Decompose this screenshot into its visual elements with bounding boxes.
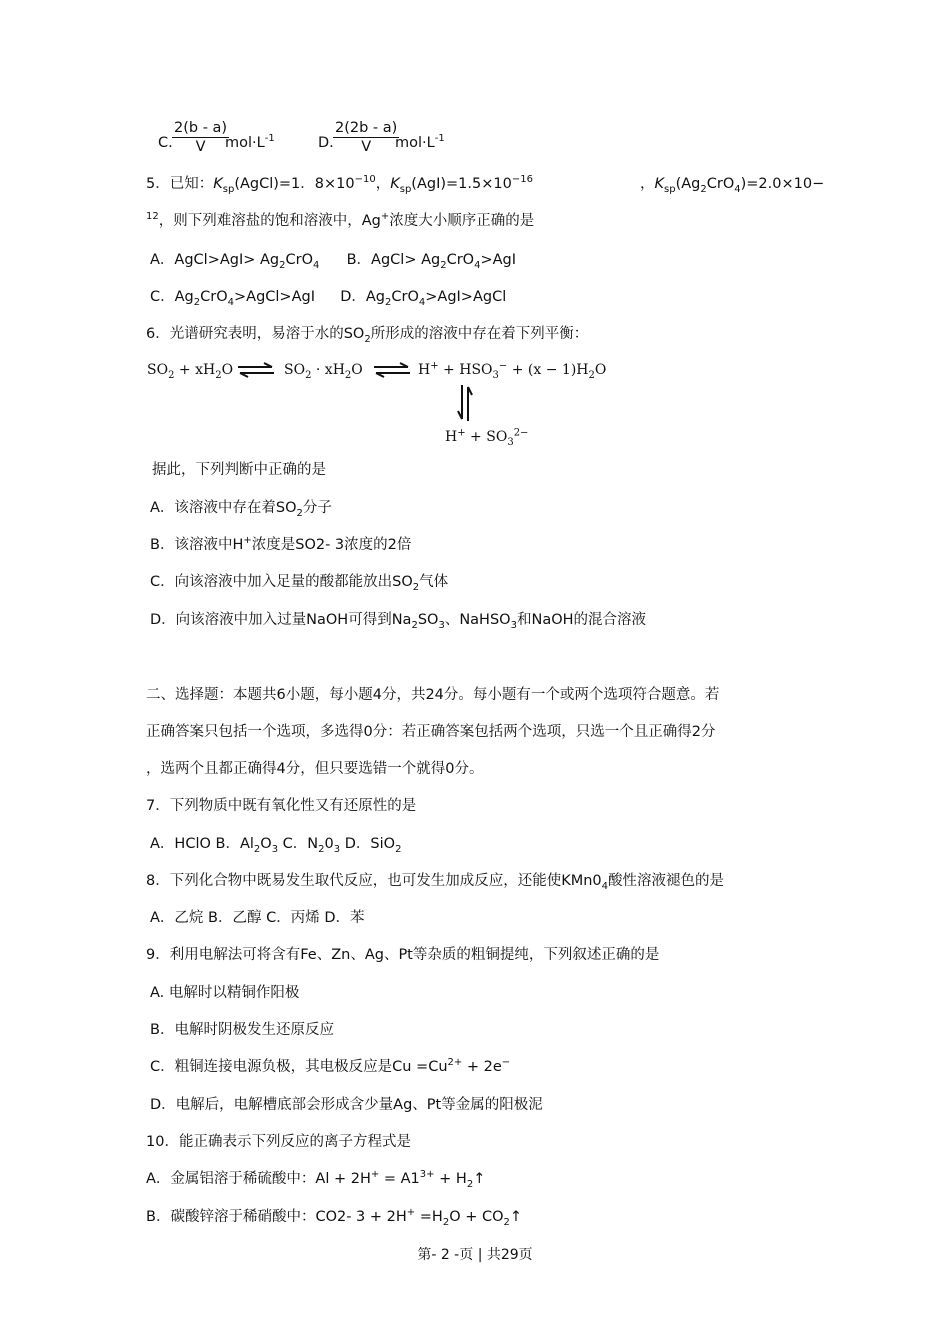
q6-stem: 6．光谱研究表明，易溶于水的$SO_2$所形成的溶液中存在着下列平衡：: [146, 326, 589, 345]
option-c-numerator: 2(b - a): [174, 120, 228, 136]
q10-option-a: A．金属铝溶于稀硫酸中：$Al + 2H^+ = A1^{3+}$ + $H_2↑$: [146, 1169, 486, 1190]
q10-option-b: B．碳酸锌溶于稀硝酸中：CO2- $3 + 2H^+ =H_2O$ + $CO_2↑$: [146, 1207, 523, 1228]
option-d-numerator: 2(2b - a): [335, 120, 398, 136]
q6-equation-mid: $SO_2 \cdot xH_2O$: [284, 362, 363, 381]
section2-line3: ，选两个且都正确得4分，但只要选错一个就得0分。: [146, 761, 484, 777]
q6-equation-below: $H^+ + SO_3^{2-}$: [445, 427, 529, 448]
equilibrium-arrow-2: [372, 362, 412, 378]
q5-stem-line2: $^{12}$，则下列难溶盐的饱和溶液中，Ag+浓度大小顺序正确的是: [146, 211, 535, 229]
equilibrium-arrow-vertical: [457, 383, 473, 423]
q10-stem: 10．能正确表示下列反应的离子方程式是: [146, 1134, 411, 1150]
q9-option-d: D．电解后，电解槽底部会形成含少量Ag、Pt等金属的阳极泥: [150, 1097, 543, 1113]
option-d-unit: $mol\cdot L^{-1}$: [395, 133, 445, 151]
q6-lead: 据此，下列判断中正确的是: [152, 462, 326, 478]
q8-stem: 8．下列化合物中既易发生取代反应，也可发生加成反应，还能使$KMn0_4$酸性溶液褪色的是: [146, 873, 725, 892]
q7-stem: 7．下列物质中既有氧化性又有还原性的是: [146, 798, 417, 814]
q7-options: A．HClO B．$Al_2O_3$ C．$N_20_3$ D．SiO$_2$: [150, 836, 402, 855]
option-c-fraction: [172, 119, 229, 156]
section2-line2: 正确答案只包括一个选项，多选得0分：若正确答案包括两个选项，只选一个且正确得2分: [146, 724, 716, 740]
q9-option-b: B．电解时阴极发生还原反应: [150, 1022, 334, 1038]
q8-options: A．乙烷 B．乙醇 C．丙烯 D．苯: [150, 910, 365, 926]
q6-option-b: B．该溶液中H+浓度是SO2- 3浓度的2倍: [150, 535, 412, 553]
option-d-label: D.: [318, 135, 334, 151]
option-d-denominator: V: [361, 139, 372, 155]
q9-option-a: A. 电解时以精铜作阳极: [150, 985, 300, 1001]
q9-stem: 9．利用电解法可将含有Fe、Zn、Ag、Pt等杂质的粗铜提纯，下列叙述正确的是: [146, 947, 660, 963]
q5-stem-line1: 5．已知：$K_{sp}(AgCl)=1$．$8\times 10^{-10}$，$K_{sp}(AgI)=1.5\times 10^{-16}$: [146, 174, 533, 195]
page-footer: 第- 2 -页 | 共29页: [417, 1247, 533, 1263]
q9-option-c: C．粗铜连接电源负极，其电极反应是$Cu =Cu^{2+} + 2e^-$: [150, 1057, 511, 1075]
option-c-unit: $mol\cdot L^{-1}$: [225, 133, 275, 151]
q5-options-ab: A．AgCl>AgI> $Ag_2CrO_4$ B．AgCl> $Ag_2CrO_4>AgI$: [150, 252, 517, 271]
q5-options-cd: C．$Ag_2CrO_4>AgCl>AgI$ D．$Ag_2CrO_4>AgI>AgCl$: [150, 289, 507, 308]
option-c-denominator: V: [195, 139, 206, 155]
q6-option-d: D．向该溶液中加入过量NaOH可得到$Na_2SO_3$、NaHSO$_3$和NaOH的混合溶液: [150, 612, 647, 631]
q6-option-a: A．该溶液中存在着$SO_2$分子: [150, 500, 332, 519]
option-d-fraction: [333, 119, 399, 156]
q5-stem-line1-tail: ，$K_{sp}(Ag_2CrO_4)=2.0\times 10-$: [640, 176, 825, 195]
section2-line1: 二、选择题：本题共6小题，每小题4分，共24分。每小题有一个或两个选项符合题意。若: [146, 687, 720, 703]
option-c-label: C.: [158, 135, 173, 151]
q6-equation-line: $SO_2 + xH_2O$: [147, 362, 234, 381]
q6-option-c: C．向该溶液中加入足量的酸都能放出$SO_2$气体: [150, 574, 449, 593]
q6-equation-right: $H^+ + HSO_3^- + (x - 1)H_2O$: [418, 360, 607, 381]
equilibrium-arrow-1: [236, 362, 276, 378]
